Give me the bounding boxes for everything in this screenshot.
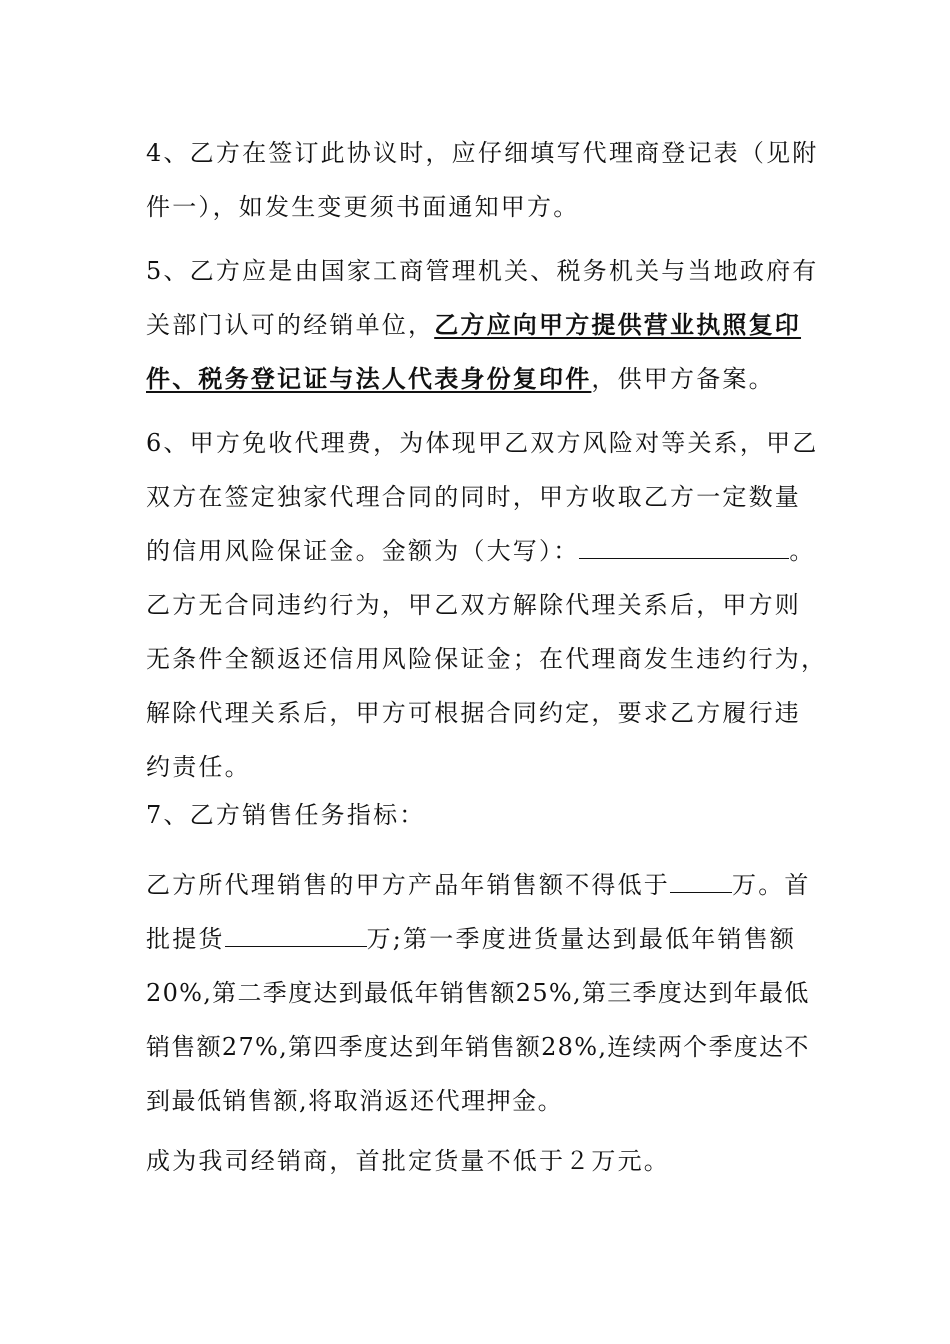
sales-targets	[146, 858, 811, 1128]
clause-4-line-2: 件一），如发生变更须书面通知甲方。	[146, 193, 580, 221]
deposit-amount-label: 的信用风险保证金。金额为（大写）：	[146, 537, 580, 565]
annual-sales-unit: 万。首	[732, 871, 811, 899]
clause-5-text: 关部门认可的经销单位，	[146, 311, 435, 339]
first-order-blank	[225, 922, 367, 947]
clause-5	[146, 244, 819, 406]
distributor-note	[146, 1134, 806, 1188]
clause-4	[146, 126, 819, 234]
clause-6	[146, 416, 828, 794]
first-order-unit: 万;第一季度进货量达到最低年销售额	[366, 925, 797, 953]
clause-6-line-5: 无条件全额返还信用风险保证金；在代理商发生违约行为，	[146, 645, 828, 673]
sales-targets-line-3: 20%,第二季度达到最低年销售额25%,第三季度达到年最低	[146, 979, 810, 1007]
distributor-note-line-1: 成为我司经销商，首批定货量不低于２万元。	[146, 1147, 670, 1175]
annual-sales-label: 乙方所代理销售的甲方产品年销售额不得低于	[146, 871, 670, 899]
annual-sales-blank	[670, 868, 732, 893]
clause-4-line-1: 4、乙方在签订此协议时，应仔细填写代理商登记表（见附	[146, 139, 819, 167]
sales-targets-line-1	[146, 858, 811, 912]
sales-targets-line-4: 销售额27%,第四季度达到年销售额28%,连续两个季度达不	[146, 1033, 810, 1061]
deposit-amount-end: 。	[789, 537, 816, 565]
clause-6-line-6: 解除代理关系后，甲方可根据合同约定，要求乙方履行违	[146, 699, 801, 727]
clause-5-line-3	[146, 352, 806, 406]
deposit-amount-blank	[579, 534, 789, 559]
clause-6-line-2: 双方在签定独家代理合同的同时，甲方收取乙方一定数量	[146, 483, 801, 511]
sales-targets-line-2	[146, 912, 806, 966]
clause-7-heading: 7、乙方销售任务指标：	[146, 801, 426, 829]
clause-5-line-2	[146, 298, 806, 352]
clause-6-line-7: 约责任。	[146, 753, 251, 781]
first-order-label: 批提货	[146, 925, 225, 953]
sales-targets-line-5: 到最低销售额,将取消返还代理押金。	[146, 1087, 564, 1115]
clause-5-emphasis-1: 乙方应向甲方提供营业执照复印	[434, 310, 802, 339]
clause-6-line-3	[146, 524, 816, 578]
clause-5-text-end: ，供甲方备案。	[591, 365, 775, 393]
clause-7	[146, 788, 806, 842]
clause-6-line-1: 6、甲方免收代理费，为体现甲乙双方风险对等关系，甲乙	[146, 429, 819, 457]
clause-5-emphasis-2: 件、税务登记证与法人代表身份复印件	[146, 364, 592, 393]
clause-5-line-1: 5、乙方应是由国家工商管理机关、税务机关与当地政府有	[146, 257, 819, 285]
clause-6-line-4: 乙方无合同违约行为，甲乙双方解除代理关系后，甲方则	[146, 591, 801, 619]
